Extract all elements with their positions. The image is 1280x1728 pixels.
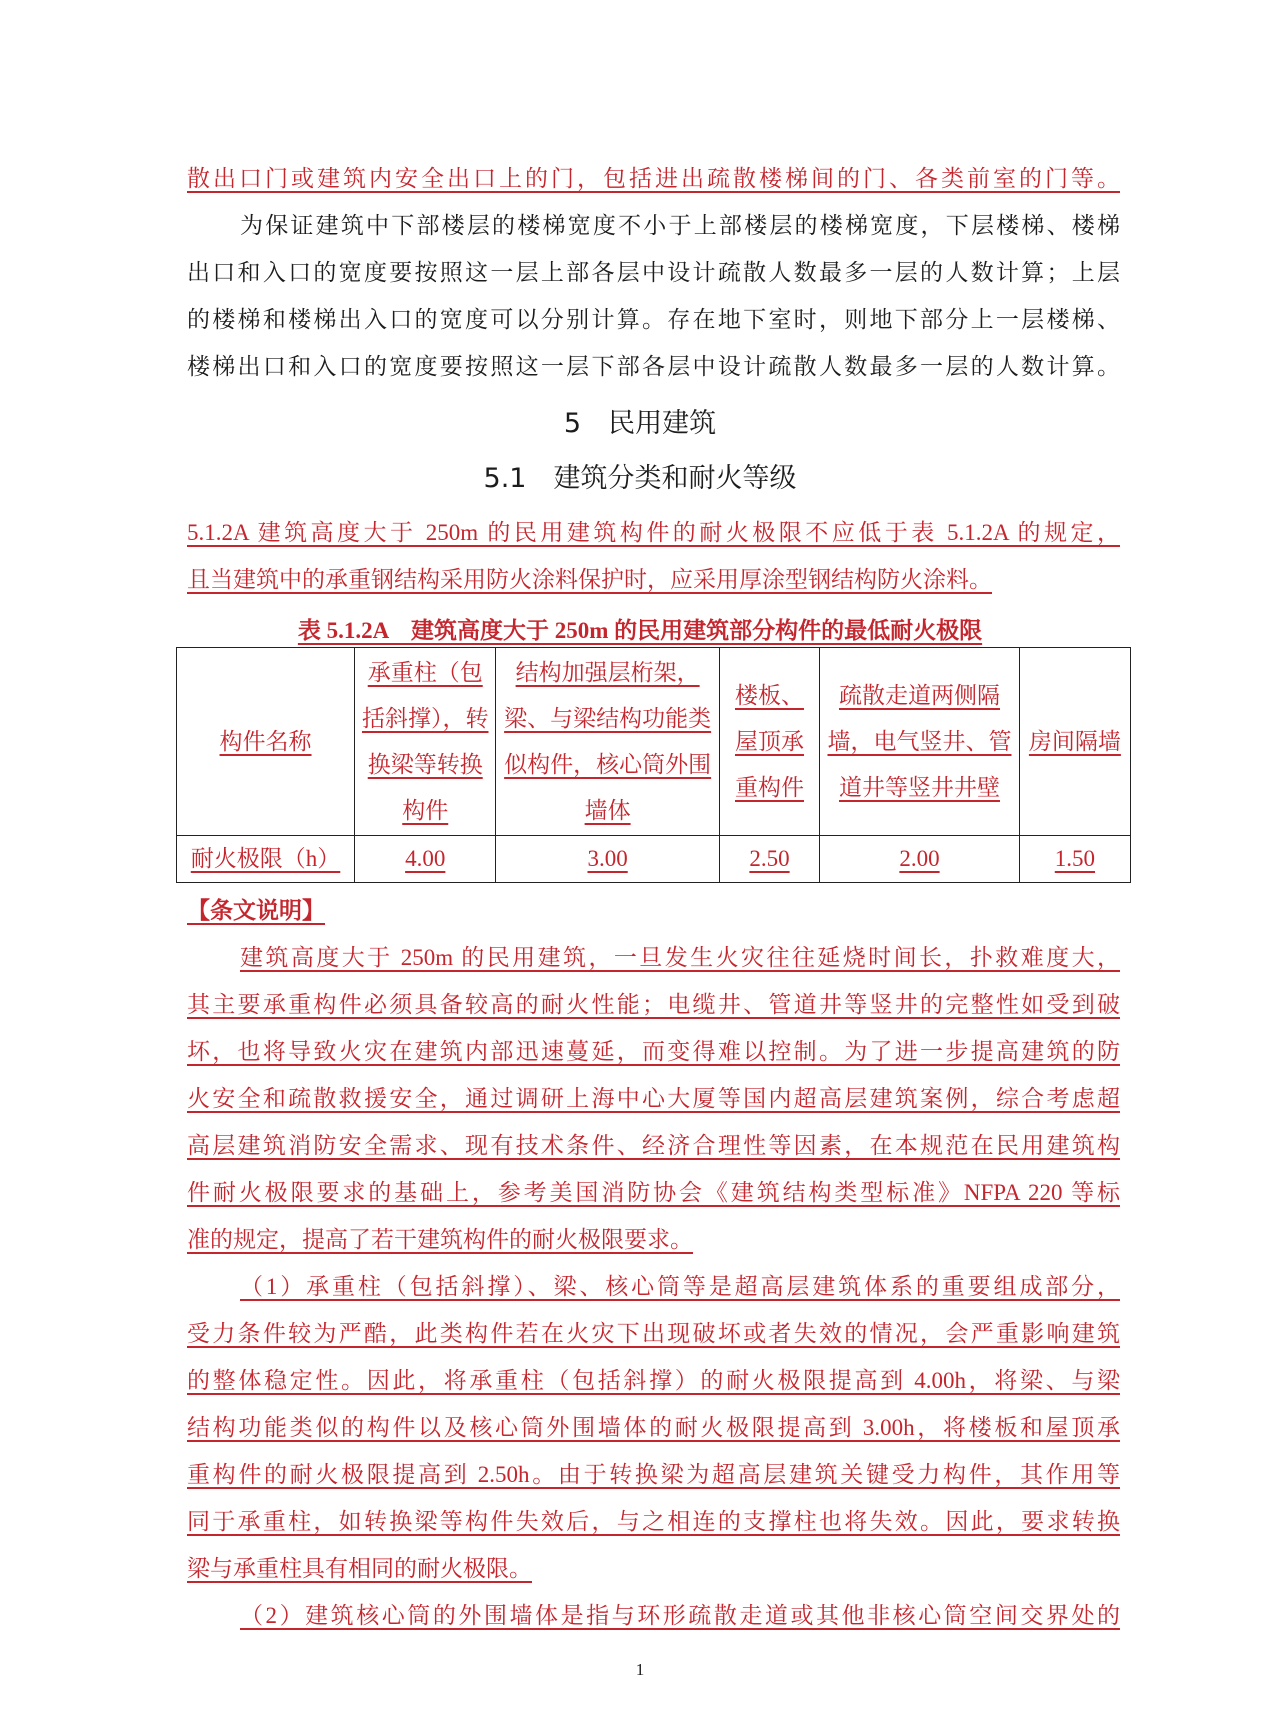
- chapter-heading: 5 民用建筑: [563, 408, 717, 439]
- clause-line: 5.1.2A 建筑高度大于 250m 的民用建筑构件的耐火极限不应低于表 5.1.2A 的规定，: [187, 520, 1120, 545]
- explanation-line: 梁与承重柱具有相同的耐火极限。: [187, 1556, 532, 1581]
- table-cell: 2.00: [820, 836, 1020, 883]
- explanation-line: 的整体稳定性。因此，将承重柱（包括斜撑）的耐火极限提高到 4.00h，将梁、与梁: [187, 1368, 1120, 1393]
- explanation-title: 【条文说明】: [187, 898, 325, 923]
- explanation-line: 同于承重柱，如转换梁等构件失效后，与之相连的支撑柱也将失效。因此，要求转换: [187, 1509, 1120, 1534]
- table-header-cell: 房间隔墙: [1019, 648, 1130, 836]
- explanation-line: 件耐火极限要求的基础上，参考美国消防协会《建筑结构类型标准》NFPA 220 等标: [187, 1180, 1120, 1205]
- explanation-line: 结构功能类似的构件以及核心筒外围墙体的耐火极限提高到 3.00h，将楼板和屋顶承: [187, 1415, 1120, 1440]
- explanation-line: （1）承重柱（包括斜撑）、梁、核心筒等是超高层建筑体系的重要组成部分，: [240, 1274, 1120, 1299]
- table-cell: 1.50: [1019, 836, 1130, 883]
- fire-resistance-table: [176, 647, 1131, 883]
- intro-line: 散出口门或建筑内安全出口上的门，包括进出疏散楼梯间的门、各类前室的门等。: [187, 166, 1120, 191]
- explanation-line: （2）建筑核心筒的外围墙体是指与环形疏散走道或其他非核心筒空间交界处的: [240, 1603, 1120, 1628]
- explanation-line: 火安全和疏散救援安全，通过调研上海中心大厦等国内超高层建筑案例，综合考虑超: [187, 1086, 1120, 1111]
- table-header-cell: 结构加强层桁架，梁、与梁结构功能类似构件，核心筒外围墙体: [496, 648, 719, 836]
- table-row: [177, 836, 1131, 883]
- clause-line: 且当建筑中的承重钢结构采用防火涂料保护时，应采用厚涂型钢结构防火涂料。: [187, 567, 992, 592]
- intro-line: 出口和入口的宽度要按照这一层上部各层中设计疏散人数最多一层的人数计算；上层: [187, 260, 1120, 285]
- table-cell: 2.50: [719, 836, 819, 883]
- table-header-cell: 构件名称: [177, 648, 355, 836]
- explanation-line: 高层建筑消防安全需求、现有技术条件、经济合理性等因素，在本规范在民用建筑构: [187, 1133, 1120, 1158]
- page-number: 1: [635, 1660, 645, 1679]
- intro-line: 为保证建筑中下部楼层的楼梯宽度不小于上部楼层的楼梯宽度，下层楼梯、楼梯: [240, 213, 1120, 238]
- table-cell: 3.00: [496, 836, 719, 883]
- table-header-cell: 楼板、屋顶承重构件: [719, 648, 819, 836]
- explanation-line: 坏，也将导致火灾在建筑内部迅速蔓延，而变得难以控制。为了进一步提高建筑的防: [187, 1039, 1120, 1064]
- explanation-line: 其主要承重构件必须具备较高的耐火性能；电缆井、管道井等竖井的完整性如受到破: [187, 992, 1120, 1017]
- table-cell: 耐火极限（h）: [177, 836, 355, 883]
- explanation-line: 受力条件较为严酷，此类构件若在火灾下出现破坏或者失效的情况，会严重影响建筑: [187, 1321, 1120, 1346]
- table-caption: 表 5.1.2A 建筑高度大于 250m 的民用建筑部分构件的最低耐火极限: [297, 618, 983, 643]
- table-header-cell: 承重柱（包括斜撑），转换梁等转换构件: [355, 648, 496, 836]
- explanation-line: 建筑高度大于 250m 的民用建筑，一旦发生火灾往往延烧时间长，扑救难度大，: [240, 945, 1120, 970]
- explanation-line: 重构件的耐火极限提高到 2.50h。由于转换梁为超高层建筑关键受力构件，其作用等: [187, 1462, 1120, 1487]
- table-header-cell: 疏散走道两侧隔墙，电气竖井、管道井等竖井井壁: [820, 648, 1020, 836]
- table-cell: 4.00: [355, 836, 496, 883]
- table-header-row: [177, 648, 1131, 836]
- intro-line: 的楼梯和楼梯出入口的宽度可以分别计算。存在地下室时，则地下部分上一层楼梯、: [187, 307, 1120, 332]
- intro-line: 楼梯出口和入口的宽度要按照这一层下部各层中设计疏散人数最多一层的人数计算。: [187, 354, 1120, 379]
- section-heading: 5.1 建筑分类和耐火等级: [483, 463, 797, 494]
- explanation-line: 准的规定，提高了若干建筑构件的耐火极限要求。: [187, 1227, 693, 1252]
